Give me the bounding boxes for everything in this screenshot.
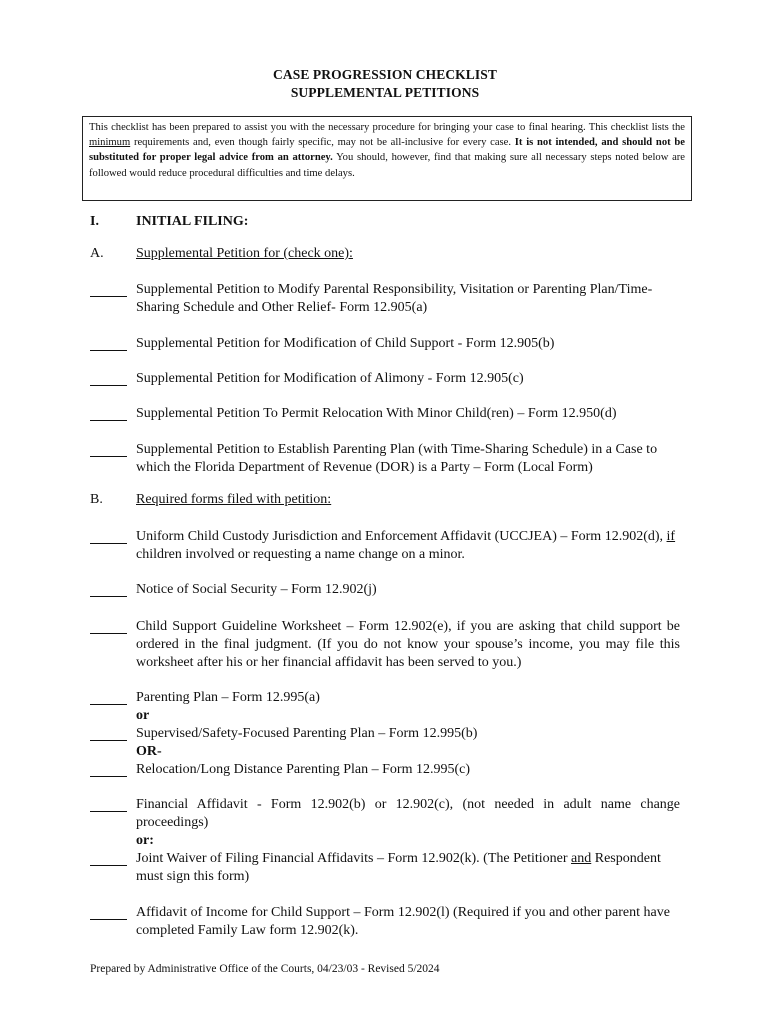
document-subtitle: SUPPLEMENTAL PETITIONS <box>290 85 480 100</box>
disclaimer-box <box>82 116 692 201</box>
section-numeral: I. <box>90 214 99 229</box>
uccjea-text-2: children involved or requesting a name change on a minor. <box>136 547 465 562</box>
waiver-and: and <box>571 851 592 866</box>
disclaimer-text-2: requirements and, even though fairly specific, may not be all-inclusive for every case. <box>130 137 515 149</box>
item-text: Financial Affidavit - Form 12.902(b) or 12.902(c), (not needed in adult name change proceedings) <box>136 797 680 830</box>
subsection-b-letter: B. <box>90 492 103 507</box>
item-text: Notice of Social Security – Form 12.902(j) <box>136 582 377 597</box>
item-text: Child Support Guideline Worksheet – Form 12.902(e), if you are asking that child support be ordered in the final judgment. (If you do not know your spouse’s income, you may file this worksheet after his or her financial affidavit has been served to you.) <box>136 619 680 670</box>
item-text <box>136 850 680 886</box>
document-title: CASE PROGRESSION CHECKLIST <box>273 67 497 82</box>
or-text: OR- <box>136 744 162 759</box>
disclaimer-text-3: You should, however, find that making sure all necessary steps noted below are followed would reduce procedural difficulties and time delays. <box>89 152 685 179</box>
item-text: Supplemental Petition to Modify Parental Responsibility, Visitation or Parenting Plan/Time-Sharing Schedule and Other Relief- Form 12.905(a) <box>136 282 653 315</box>
footer-note: Prepared by Administrative Office of the Courts, 04/23/03 - Revised 5/2024 <box>90 963 440 975</box>
subsection-a-letter: A. <box>90 246 104 261</box>
disclaimer-bold: It is not intended, and should not be substituted for proper legal advice from an attorney. <box>89 137 685 164</box>
subsection-a-heading: Supplemental Petition for (check one): <box>136 246 353 261</box>
item-text: Supplemental Petition to Establish Parenting Plan (with Time-Sharing Schedule) in a Case to which the Florida Department of Revenue (DOR) is a Party – Form (Local Form) <box>136 442 658 475</box>
item-text: Supervised/Safety-Focused Parenting Plan – Form 12.995(b) <box>136 726 478 741</box>
item-text: Supplemental Petition To Permit Relocation With Minor Child(ren) – Form 12.950(d) <box>136 406 617 421</box>
disclaimer-underlined: minimum <box>89 137 131 149</box>
disclaimer-text-1: This checklist has been prepared to assist you with the necessary procedure for bringing your case to final hearing. This checklist lists the <box>89 122 685 133</box>
waiver-text-1: Joint Waiver of Filing Financial Affidavits – Form 12.902(k). (The Petitioner <box>136 851 572 866</box>
uccjea-text-1: Uniform Child Custody Jurisdiction and Enforcement Affidavit (UCCJEA) – Form 12.902(d), <box>136 529 667 544</box>
subsection-b-heading: Required forms filed with petition: <box>136 492 332 507</box>
item-text <box>136 528 680 564</box>
or-text: or: <box>136 833 154 848</box>
waiver-text-2: Respondent must sign this form) <box>136 851 661 884</box>
item-text: Parenting Plan – Form 12.995(a) <box>136 690 320 705</box>
uccjea-if: if <box>666 529 676 544</box>
item-text: Supplemental Petition for Modification of Child Support - Form 12.905(b) <box>136 336 555 351</box>
or-text: or <box>136 708 150 723</box>
item-text: Relocation/Long Distance Parenting Plan – Form 12.995(c) <box>136 762 470 777</box>
item-text: Affidavit of Income for Child Support – Form 12.902(l) (Required if you and other parent have completed Family Law form 12.902(k). <box>136 905 670 938</box>
section-heading: INITIAL FILING: <box>136 214 249 229</box>
item-text: Supplemental Petition for Modification of Alimony - Form 12.905(c) <box>136 371 524 386</box>
